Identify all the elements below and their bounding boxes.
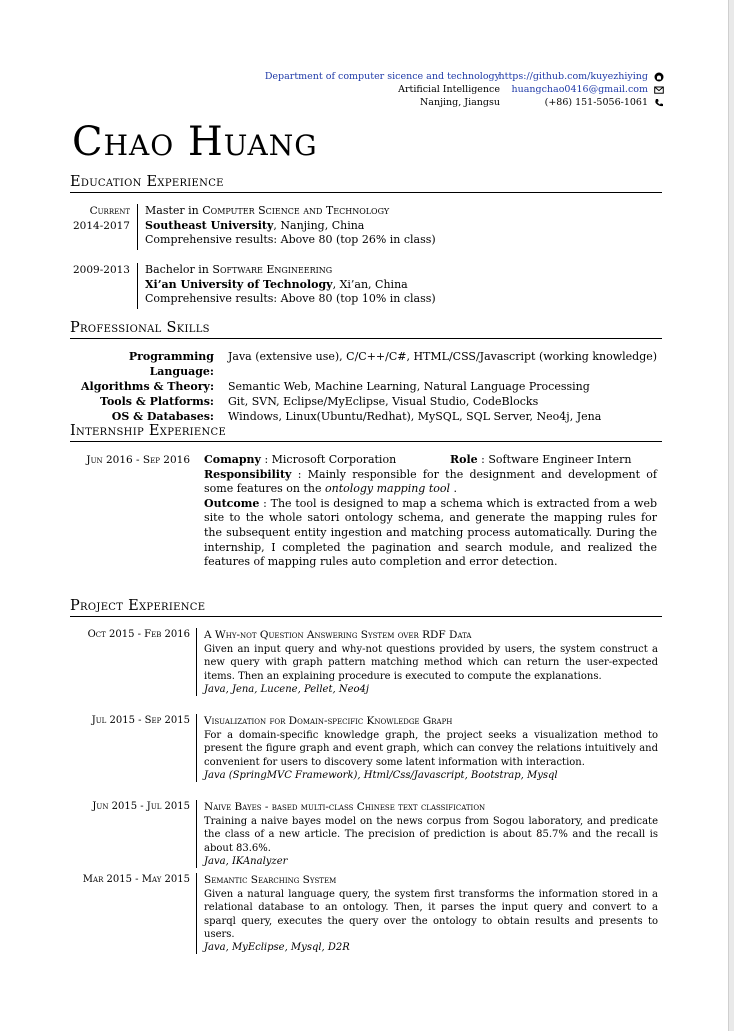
education-results: Comprehensive results: Above 80 (top 26% in class) (145, 233, 436, 246)
education-date: Current 2014-2017 (73, 205, 130, 232)
location: Nanjing, Jiangsu (419, 97, 500, 108)
project-tech: Java, IKAnalyzer (204, 855, 288, 867)
phone-icon (654, 98, 664, 108)
skill-row: Programming Language: Java (extensive use), C/C++/C#, HTML/CSS/Javascript (working knowledge) (128, 350, 658, 378)
envelope-icon (654, 85, 664, 95)
education-details: Bachelor in Software Engineering Xi’an University of Technology, Xi’an, China Comprehensive results: Above 80 (top 10% in class) (137, 263, 436, 309)
project-date: Mar 2015 - May 2015 (82, 874, 190, 885)
internship-details: Comapny : Microsoft Corporation Role : Software Engineer Intern Responsibility : Mainly responsible for the designment and development of some features on the ontology mapping tool . Outcome : The tool is designed to map a schema which is extracted from a web site to the whole satori ontology schema, and generate the mapping rules for the subsequent entity ingestion and matching process automatically. During the internship, I completed the pagination and search module, and realized the features of mapping rules auto completion and error detection. (204, 453, 657, 569)
project-description: For a domain-specific knowledge graph, the project seeks a visualization method to present the figure graph and event graph, which can convey the relations intuitively and convenient for users to discovery some latent information with interaction. (204, 730, 658, 768)
skill-row: Algorithms & Theory: Semantic Web, Machine Learning, Natural Language Processing (81, 380, 590, 393)
project-date: Jun 2015 - Jul 2015 (92, 801, 190, 812)
education-date: 2009-2013 (73, 264, 130, 276)
education-heading: Education Experience (70, 173, 662, 193)
internship-heading: Internship Experience (70, 422, 662, 442)
project-date: Jul 2015 - Sep 2015 (91, 715, 190, 726)
project-item (196, 873, 658, 954)
github-icon (654, 72, 664, 82)
skills-list (70, 349, 662, 424)
projects-heading: Project Experience (70, 597, 662, 617)
school-name: Southeast University (145, 218, 274, 232)
project-tech: Java, MyEclipse, Mysql, D2R (204, 942, 350, 954)
lab: Artificial Intelligence (398, 84, 500, 95)
project-item (196, 714, 658, 782)
project-title: Naive Bayes - based multi-class Chinese text classification (204, 801, 486, 813)
first-name: Chao (72, 119, 175, 165)
project-description: Given an input query and why-not questions provided by users, the system construct a new query with graph pattern matching method which can return the user-expected items. Then an explaining procedure is executed to compute the explanations. (204, 644, 658, 682)
email-link[interactable]: huangchao0416@gmail.com (511, 84, 648, 95)
last-name: Huang (187, 119, 318, 165)
contact-affiliation (265, 70, 500, 109)
school-name: Xi’an University of Technology (145, 277, 333, 291)
internship-outcome: Outcome : The tool is designed to map a schema which is extracted from a web site to the whole satori ontology schema, and generate the mapping rules for the subsequent entity ingestion and matching process automatically. During the internship, I completed the pagination and search module, and realized the features of mapping rules auto completion and error detection. (204, 496, 657, 569)
education-details: Master in Computer Science and Technology Southeast University, Nanjing, China Comprehensive results: Above 80 (top 26% in class) (137, 204, 436, 250)
internship-responsibility: Responsibility : Mainly responsible for the designment and development of some features on the ontology mapping tool . (204, 467, 657, 496)
phone-number: (+86) 151-5056-1061 (544, 97, 648, 108)
project-title: Semantic Searching System (204, 874, 337, 886)
project-description: Given a natural language query, the system first transforms the information stored in a relational database to an ontology. Then, it parses the input query and convert to a sparql query, executes the query over the ontology to obtain results and presents to users. (204, 889, 658, 940)
github-link[interactable]: https://github.com/kuyezhiying (498, 71, 648, 82)
contact-links (499, 70, 664, 109)
project-title: Visualization for Domain-specific Knowledge Graph (204, 715, 453, 727)
skill-row: OS & Databases: Windows, Linux(Ubuntu/Redhat), MySQL, SQL Server, Neo4j, Jena (111, 410, 602, 423)
education-results: Comprehensive results: Above 80 (top 10% in class) (145, 292, 436, 305)
project-date: Oct 2015 - Feb 2016 (87, 629, 190, 640)
skill-row: Tools & Platforms: Git, SVN, Eclipse/MyEclipse, Visual Studio, CodeBlocks (100, 395, 539, 408)
page-edge (728, 0, 734, 1031)
project-tech: Java, Jena, Lucene, Pellet, Neo4j (204, 683, 369, 695)
person-name (72, 118, 318, 166)
department[interactable]: Department of computer sicence and technology (264, 71, 500, 82)
skills-heading: Professional Skills (70, 319, 662, 339)
project-description: Training a naive bayes model on the news corpus from Sogou laboratory, and predicate the class of a new article. The precision of prediction is about 85.7% and the recall is about 83.6%. (204, 816, 658, 854)
project-item (196, 628, 658, 696)
project-tech: Java (SpringMVC Framework), Html/Css/Javascript, Bootstrap, Mysql (204, 769, 558, 781)
internship-date: Jun 2016 - Sep 2016 (86, 454, 190, 466)
project-title: A Why-not Question Answering System over RDF Data (204, 629, 472, 641)
project-item (196, 800, 658, 868)
